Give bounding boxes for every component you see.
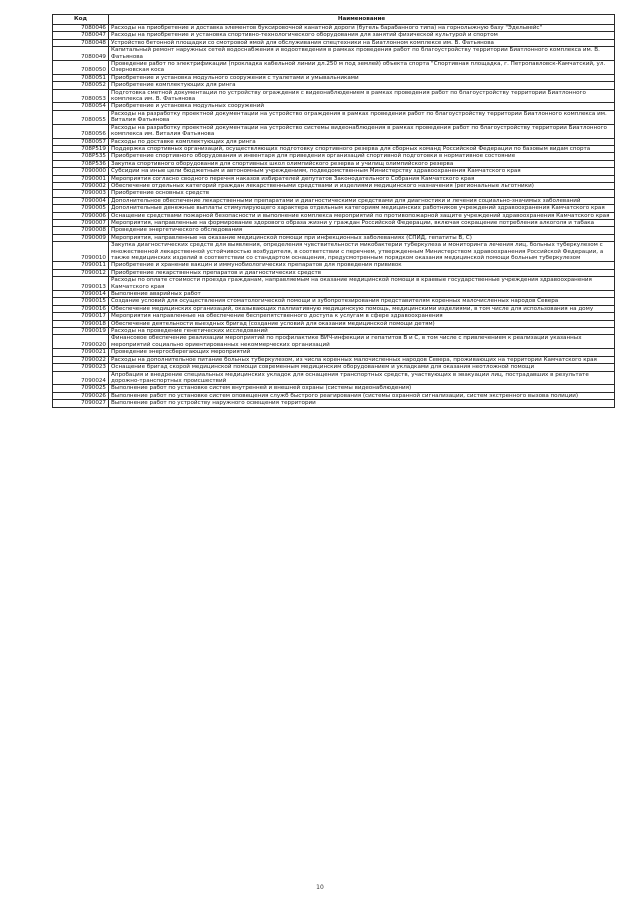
- row-code: 7090022: [53, 356, 109, 363]
- row-code: 7090000: [53, 168, 109, 175]
- table-row: [53, 103, 615, 110]
- row-name: Приобретение и хранение вакцин и иммунобиологических препаратов для проведения прививок: [109, 262, 615, 269]
- row-name: Субсидии на иные цели бюджетным и автономным учреждениям, подведомственным Министерству здравоохранения Камчатского края: [109, 168, 615, 175]
- table-row: [53, 219, 615, 226]
- row-code: 7090013: [53, 277, 109, 291]
- table-row: [53, 160, 615, 167]
- row-code: 7090026: [53, 392, 109, 399]
- row-code: 7080057: [53, 138, 109, 145]
- row-name: Мероприятия согласно сводного перечня наказов избирателей депутатов Законодательного Собрания Камчатского края: [109, 175, 615, 182]
- row-code: 7090015: [53, 298, 109, 305]
- table-row: [53, 61, 615, 75]
- table-row: [53, 269, 615, 276]
- table-row: [53, 74, 615, 81]
- row-code: 7080053: [53, 89, 109, 103]
- row-name: Проведение энергосберегающих мероприятий: [109, 349, 615, 356]
- row-name: Создание условий для осуществления стоматологической помощи и зубопротезирования представителям коренных малочисленных народов Севера: [109, 298, 615, 305]
- row-code: 7090019: [53, 328, 109, 335]
- row-code: 7090021: [53, 349, 109, 356]
- row-name: Расходы по оплате стоимости проезда гражданам, направляемым на оказание медицинской помощи в краевые государственные учреждения здравоохранения Камчатского края: [109, 277, 615, 291]
- table-header-row: [53, 15, 615, 25]
- table-row: [53, 182, 615, 189]
- row-name: Выполнение работ по установке систем оповещения служб быстрого реагирования (системы охранной сигнализации, систем экстренного вызова полиции): [109, 392, 615, 399]
- row-name: Расходы на приобретение и доставка элементов буксировочной канатной дороги (бугель барабанного типа) на горнолыжную базу "Эдельвейс": [109, 25, 615, 32]
- row-name: Оснащение бригад скорой медицинской помощи современным медицинским оборудованием и укладками для оказания неотложной помощи: [109, 364, 615, 371]
- row-name: Расходы на приобретение и установка спортивно-технологического оборудования для занятий физической культурой и спортом: [109, 32, 615, 39]
- row-name: Выполнение аварийных работ: [109, 291, 615, 298]
- row-code: 7090009: [53, 234, 109, 241]
- budget-codes-table: [52, 14, 615, 408]
- row-code: 7080056: [53, 124, 109, 138]
- row-name: Проведение работ по электрификации (прокладка кабельной линии дл.250 м под землей) объекта спорта "Спортивная площадка, г. Петропавловск-Камчатский, ул. Озерновская коса: [109, 61, 615, 75]
- row-code: 7090020: [53, 335, 109, 349]
- row-code: 7080054: [53, 103, 109, 110]
- table-row: [53, 392, 615, 399]
- row-name: Апробация и внедрение специальных медицинских укладок для оснащения транспортных средств, участвующих в эвакуации лиц, пострадавших в результате дорожно-транспортных происшествий: [109, 371, 615, 385]
- table-row: [53, 364, 615, 371]
- row-code: 7090016: [53, 305, 109, 312]
- table-row: [53, 298, 615, 305]
- table-row: [53, 153, 615, 160]
- row-name: Мероприятия, направленные на формирование здорового образа жизни у граждан Российской Федерации, включая сокращение потребления алкоголя и табака: [109, 219, 615, 226]
- row-name: Приобретение лекарственных препаратов и диагностических средств: [109, 269, 615, 276]
- row-name: Расходы на дополнительное питание больных туберкулезом, из числа коренных малочисленных народов Севера, проживающих на территории Камчатского края: [109, 356, 615, 363]
- row-code: 7080046: [53, 25, 109, 32]
- row-name: Расходы по доставке комплектующих для ринга: [109, 138, 615, 145]
- row-code: 7080049: [53, 47, 109, 61]
- table-row: [53, 32, 615, 39]
- row-name: Дополнительное обеспечение лекарственными препаратами и диагностическими средствами для диагностики и лечения социально-значимых заболеваний: [109, 197, 615, 204]
- code-column-header: Код: [53, 15, 109, 25]
- row-name: Приобретение и установка модульного сооружения с туалетами и умывальниками: [109, 74, 615, 81]
- row-name: Устройство бетонной площадки со смотровой ямой для обслуживания спецтехники на Биатлонном комплексе им. В. Фатьянова: [109, 39, 615, 46]
- row-code: 7090008: [53, 227, 109, 234]
- row-code: 708Р519: [53, 145, 109, 152]
- row-name: Закупка спортивного оборудования для спортивных школ олимпийского резерва и училищ олимпийского резерва: [109, 160, 615, 167]
- table-row: [53, 89, 615, 103]
- table-row: [53, 234, 615, 241]
- table-row: [53, 82, 615, 89]
- row-name: Расходы на разработку проектной документации на устройство системы видеонаблюдения в рамках проведения работ по благоустройству территории Биатлонного комплекса им. Виталия Фатьянова: [109, 124, 615, 138]
- row-code: 7080050: [53, 61, 109, 75]
- row-code: 7080051: [53, 74, 109, 81]
- row-name: Приобретение спортивного оборудования и инвентаря для приведения организаций спортивной подготовки в нормативное состояние: [109, 153, 615, 160]
- row-name: Выполнение работ по установке систем внутренней и внешней охраны (системы видеонаблюдения): [109, 385, 615, 392]
- table-row: [53, 335, 615, 349]
- row-code: 7090012: [53, 269, 109, 276]
- table-row: [53, 124, 615, 138]
- row-code: 7090005: [53, 205, 109, 212]
- row-code: 7090027: [53, 400, 109, 407]
- table-row: [53, 277, 615, 291]
- table-row: [53, 371, 615, 385]
- document-page: [52, 14, 614, 408]
- table-row: [53, 39, 615, 46]
- row-code: 7090004: [53, 197, 109, 204]
- table-row: [53, 227, 615, 234]
- row-name: Финансовое обеспечение реализации мероприятий по профилактике ВИЧ-инфекции и гепатитов В и С, в том числе с привлечением к реализации указанных мероприятий социально ориентированных некоммерческих организаций: [109, 335, 615, 349]
- table-row: [53, 212, 615, 219]
- table-row: [53, 25, 615, 32]
- table-row: [53, 175, 615, 182]
- row-name: Выполнение работ по устройству наружного освещения территории: [109, 400, 615, 407]
- row-name: Обеспечение медицинских организаций, оказывающих паллиативную медицинскую помощь, медицинскими изделиями, в том числе для использования на дому: [109, 305, 615, 312]
- table-row: [53, 328, 615, 335]
- row-code: 7090025: [53, 385, 109, 392]
- row-name: Закупка диагностических средств для выявления, определения чувствительности микобактерии туберкулеза и мониторинга лечения лиц, больных туберкулезом с множественной лекарственной устойчивостью возбудителя, в соответствии с перечнем, утвержденным Министерством здравоохранения Российской Федерации, а также медицинских изделий в соответствии со стандартом оснащения, предусмотренным порядком оказания медицинской помощи больным туберкулезом: [109, 242, 615, 262]
- table-row: [53, 385, 615, 392]
- row-name: Приобретение комплектующих для ринга: [109, 82, 615, 89]
- row-name: Расходы на разработку проектной документации на устройство ограждения в рамках проведения работ по благоустройству территории Биатлонного комплекса им. Виталия Фатьянова: [109, 110, 615, 124]
- row-name: Поддержка спортивных организаций, осуществляющих подготовку спортивного резерва для сборных команд Российской Федерации по базовым видам спорта: [109, 145, 615, 152]
- table-row: [53, 110, 615, 124]
- table-row: [53, 242, 615, 262]
- table-row: [53, 320, 615, 327]
- table-row: [53, 262, 615, 269]
- table-row: [53, 138, 615, 145]
- row-name: Приобретение и установка модульных сооружений: [109, 103, 615, 110]
- table-row: [53, 190, 615, 197]
- table-row: [53, 349, 615, 356]
- name-column-header: Наименование: [109, 15, 615, 25]
- table-row: [53, 291, 615, 298]
- row-name: Расходы на проведение генетических исследований: [109, 328, 615, 335]
- table-row: [53, 313, 615, 320]
- row-name: Обеспечение деятельности выездных бригад (создание условий для оказания медицинской помощи детям): [109, 320, 615, 327]
- row-name: Оснащение средствами пожарной безопасности и выполнение комплекса мероприятий по противопожарной защите учреждений здравоохранения Камчатского края: [109, 212, 615, 219]
- row-code: 7090002: [53, 182, 109, 189]
- table-row: [53, 205, 615, 212]
- row-code: 7090018: [53, 320, 109, 327]
- row-code: 708Р535: [53, 153, 109, 160]
- row-name: Приобретение основных средств: [109, 190, 615, 197]
- row-name: Капитальный ремонт наружных сетей водоснабжения и водоотведения в рамках проведения работ по благоустройству территории Биатлонного комплекса им. В. Фатьянова: [109, 47, 615, 61]
- row-code: 7090006: [53, 212, 109, 219]
- page-number: 10: [316, 884, 324, 891]
- row-code: 7080047: [53, 32, 109, 39]
- row-name: Мероприятия направленные на обеспечение беспрепятственного доступа к услугам в сфере здравоохранения: [109, 313, 615, 320]
- row-code: 7080055: [53, 110, 109, 124]
- table-body: [53, 25, 615, 408]
- row-code: 7090003: [53, 190, 109, 197]
- row-name: Подготовка сметной документации по устройству ограждения с видеонаблюдением в рамках проведения работ по благоустройству территории Биатлонного комплекса им. В. Фатьянова: [109, 89, 615, 103]
- row-name: Мероприятия, направленные на оказание медицинской помощи при инфекционных заболеваниях (СПИД, гепатиты В, С): [109, 234, 615, 241]
- table-row: [53, 305, 615, 312]
- row-code: 7090024: [53, 371, 109, 385]
- row-code: 7080048: [53, 39, 109, 46]
- row-code: 7090017: [53, 313, 109, 320]
- row-code: 7090011: [53, 262, 109, 269]
- row-code: 7090014: [53, 291, 109, 298]
- row-code: 7090010: [53, 242, 109, 262]
- row-name: Дополнительные денежные выплаты стимулирующего характера отдельным категориям медицинских работников учреждений здравоохранения Камчатского края: [109, 205, 615, 212]
- row-name: Обеспечение отдельных категорий граждан лекарственными средствами и изделиями медицинского назначения (региональные льготники): [109, 182, 615, 189]
- row-code: 7090001: [53, 175, 109, 182]
- row-code: 708Р536: [53, 160, 109, 167]
- table-row: [53, 145, 615, 152]
- row-name: Проведение энергетического обследования: [109, 227, 615, 234]
- row-code: 7080052: [53, 82, 109, 89]
- table-row: [53, 168, 615, 175]
- table-row: [53, 47, 615, 61]
- row-code: 7090007: [53, 219, 109, 226]
- row-code: 7090023: [53, 364, 109, 371]
- table-row: [53, 197, 615, 204]
- table-row: [53, 356, 615, 363]
- table-row: [53, 400, 615, 407]
